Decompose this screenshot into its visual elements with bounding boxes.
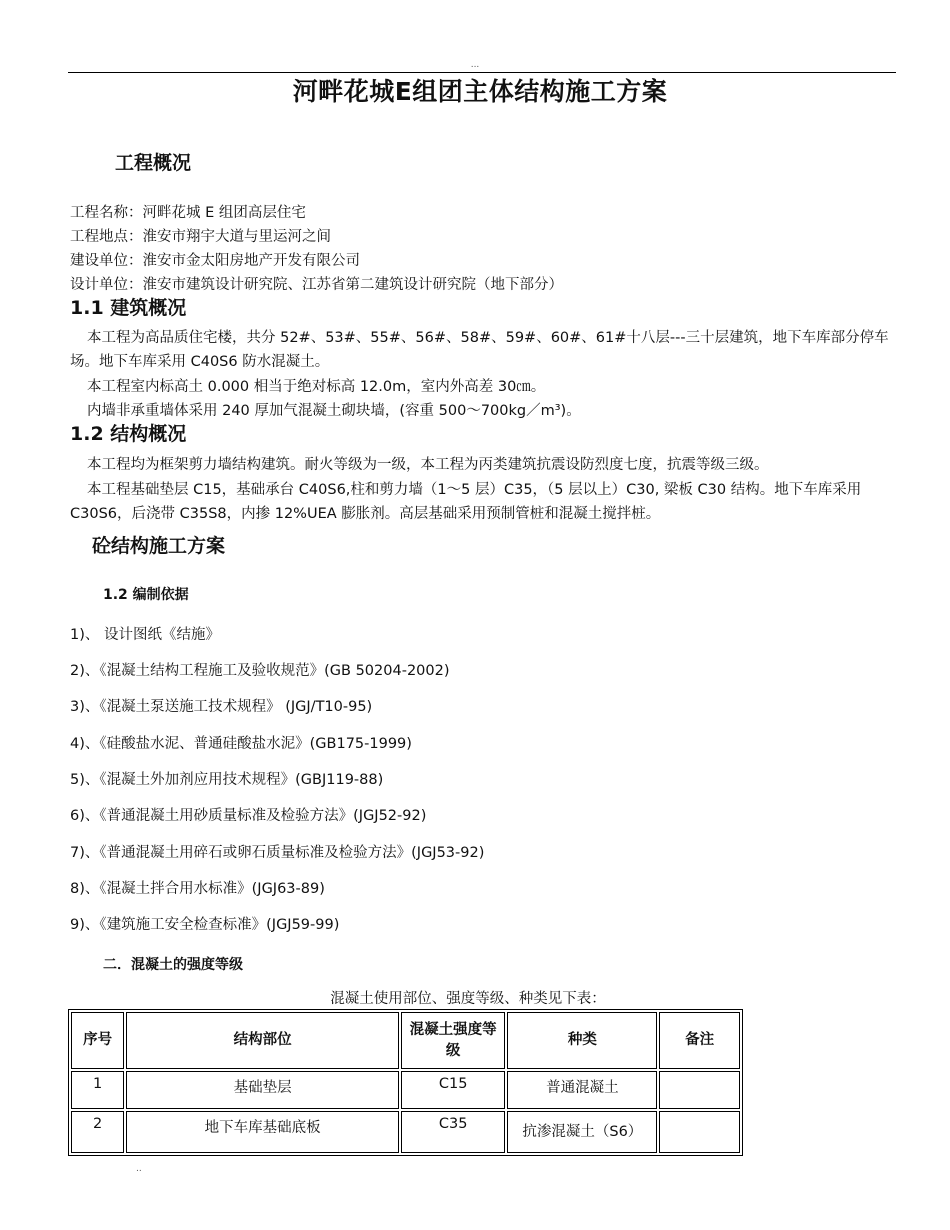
structure-paragraph-1: 本工程均为框架剪力墙结构建筑。耐火等级为一级，本工程为丙类建筑抗震设防烈度七度，抗震等级三级。 bbox=[87, 457, 769, 473]
table-row bbox=[71, 1111, 740, 1153]
building-overview-heading: 1.1 建筑概况 bbox=[70, 297, 187, 319]
cell-grade: C35 bbox=[401, 1111, 505, 1153]
column-header-remark: 备注 bbox=[659, 1012, 740, 1069]
overview-heading: 工程概况 bbox=[115, 152, 192, 174]
project-location: 工程地点：淮安市翔宇大道与里运河之间 bbox=[70, 229, 331, 245]
reference-item: 8)、《混凝土拌合用水标准》(JGJ63-89) bbox=[70, 881, 325, 897]
building-paragraph-1: 本工程为高品质住宅楼，共分 52#、53#、55#、56#、58#、59#、60#、61#十八层---三十层建筑，地下车库部分停车场。地下车库采用 C40S6 防水混凝土。 bbox=[70, 330, 889, 370]
cell-index: 1 bbox=[71, 1071, 124, 1109]
building-paragraph-2: 本工程室内标高土 0.000 相当于绝对标高 12.0m，室内外高差 30㎝。 bbox=[87, 379, 546, 395]
column-header-location: 结构部位 bbox=[126, 1012, 399, 1069]
column-header-grade: 混凝土强度等级 bbox=[401, 1012, 505, 1069]
cell-remark bbox=[659, 1071, 740, 1109]
column-header-type: 种类 bbox=[507, 1012, 657, 1069]
building-paragraph-3: 内墙非承重墙体采用 240 厚加气混凝土砌块墙，(容重 500～700kg／m³)。 bbox=[87, 403, 581, 419]
cell-index: 2 bbox=[71, 1111, 124, 1153]
structure-overview-heading: 1.2 结构概况 bbox=[70, 423, 187, 445]
construction-plan-heading: 砼结构施工方案 bbox=[92, 535, 226, 557]
structure-paragraph-2: 本工程基础垫层 C15，基础承台 C40S6,柱和剪力墙（1～5 层）C35，（5 层以上）C30, 梁板 C30 结构。地下车库采用 C30S6，后浇带 C35S8，内掺 12%UEA 膨胀剂。高层基础采用预制管桩和混凝土搅拌桩。 bbox=[70, 482, 862, 522]
reference-item: 7)、《普通混凝土用碎石或卵石质量标准及检验方法》(JGJ53-92) bbox=[70, 845, 485, 861]
reference-item: 2)、《混凝土结构工程施工及验收规范》(GB 50204-2002) bbox=[70, 663, 450, 679]
cell-grade: C15 bbox=[401, 1071, 505, 1109]
project-name: 工程名称：河畔花城 E 组团高层住宅 bbox=[70, 205, 306, 221]
reference-item: 4)、《硅酸盐水泥、普通硅酸盐水泥》(GB175-1999) bbox=[70, 736, 412, 752]
column-header-index: 序号 bbox=[71, 1012, 124, 1069]
reference-item: 6)、《普通混凝土用砂质量标准及检验方法》(JGJ52-92) bbox=[70, 808, 427, 824]
reference-item: 1)、 设计图纸《结施》 bbox=[70, 627, 220, 643]
header-rule bbox=[68, 72, 896, 73]
cell-location: 基础垫层 bbox=[126, 1071, 399, 1109]
reference-item: 5)、《混凝土外加剂应用技术规程》(GBJ119-88) bbox=[70, 772, 384, 788]
cell-location: 地下车库基础底板 bbox=[126, 1111, 399, 1153]
cell-type: 抗渗混凝土（S6） bbox=[507, 1111, 657, 1153]
table-caption: 混凝土使用部位、强度等级、种类见下表： bbox=[330, 991, 606, 1007]
cell-type: 普通混凝土 bbox=[507, 1071, 657, 1109]
table-header-row bbox=[71, 1012, 740, 1069]
strength-grade-heading: 二．混凝土的强度等级 bbox=[103, 957, 243, 973]
reference-item: 9)、《建筑施工安全检查标准》(JGJ59-99) bbox=[70, 917, 340, 933]
project-owner: 建设单位：淮安市金太阳房地产开发有限公司 bbox=[70, 253, 360, 269]
basis-heading: 1.2 编制依据 bbox=[103, 587, 189, 603]
document-title: 河畔花城E组团主体结构施工方案 bbox=[292, 77, 668, 106]
cell-remark bbox=[659, 1111, 740, 1153]
footer-mark: .. bbox=[136, 1164, 142, 1174]
project-designer: 设计单位：淮安市建筑设计研究院、江苏省第二建筑设计研究院（地下部分） bbox=[70, 277, 563, 293]
table-row bbox=[71, 1071, 740, 1109]
reference-item: 3)、《混凝土泵送施工技术规程》 (JGJ/T10-95) bbox=[70, 699, 373, 715]
concrete-grade-table bbox=[68, 1009, 743, 1156]
header-mark: ... bbox=[470, 60, 480, 70]
